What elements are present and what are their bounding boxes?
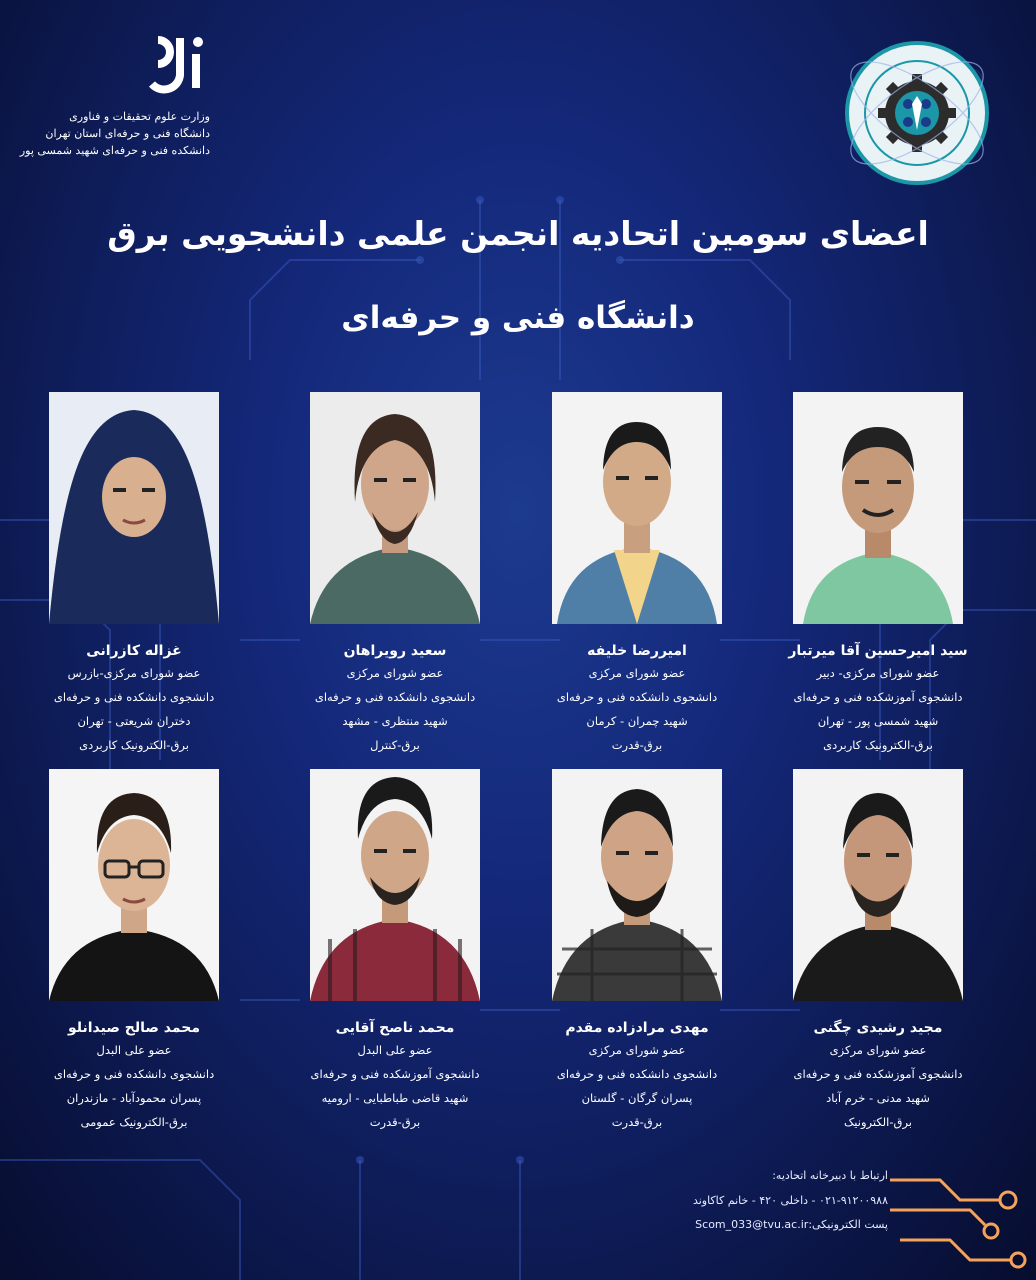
member-school: دانشجوی دانشکده فنی و حرفه‌ای: [53, 690, 215, 704]
member-name: امیررضا خلیفه: [587, 643, 687, 659]
member-school: دانشجوی دانشکده فنی و حرفه‌ای: [314, 690, 476, 704]
member-photo: [793, 769, 963, 1001]
member-card: [300, 769, 490, 1134]
member-school: دانشجوی آموزشکده فنی و حرفه‌ای: [310, 1067, 480, 1081]
member-name: غزاله کازرانی: [86, 643, 182, 659]
member-field: برق-الکترونیک عمومی: [80, 1115, 188, 1129]
member-field: برق-قدرت: [611, 738, 663, 752]
member-field: برق-الکترونیک کاربردی: [79, 738, 189, 752]
member-role: عضو شورای مرکزی-بازرس: [67, 666, 201, 680]
university-line: دانشگاه فنی و حرفه‌ای استان تهران: [45, 127, 210, 140]
member-location: شهید مدنی - خرم آباد: [826, 1091, 930, 1105]
ministry-logo: [19, 32, 210, 159]
member-school: دانشجوی آموزشکده فنی و حرفه‌ای: [793, 1067, 963, 1081]
member-card: [39, 392, 229, 757]
member-photo: [552, 769, 722, 1001]
ministry-line: وزارت علوم تحقیقات و فناوری: [69, 110, 210, 123]
member-school: دانشجوی دانشکده فنی و حرفه‌ای: [53, 1067, 215, 1081]
member-location: شهید شمسی پور - تهران: [817, 714, 939, 728]
member-name: محمد صالح صیدانلو: [68, 1020, 200, 1036]
contact-email: پست الکترونیکی:Scom_033@tvu.ac.ir: [695, 1218, 888, 1231]
member-school: دانشجوی آموزشکده فنی و حرفه‌ای: [793, 690, 963, 704]
member-role: عضو علی البدل: [357, 1043, 433, 1057]
member-name: سعید رویراهان: [343, 643, 447, 659]
member-photo: [552, 392, 722, 624]
member-field: برق-قدرت: [611, 1115, 663, 1129]
member-location: پسران گرگان - گلستان: [581, 1091, 693, 1105]
member-card: [783, 769, 973, 1134]
member-field: برق-الکترونیک کاربردی: [823, 738, 933, 752]
member-photo: [310, 769, 480, 1001]
member-role: عضو علی البدل: [96, 1043, 172, 1057]
member-school: دانشجوی دانشکده فنی و حرفه‌ای: [556, 1067, 718, 1081]
member-card: [39, 769, 229, 1134]
member-photo: [49, 769, 219, 1001]
member-name: مهدی مرادزاده مقدم: [565, 1020, 709, 1036]
member-photo: [310, 392, 480, 624]
member-card: [300, 392, 490, 757]
member-location: دختران شریعتی - تهران: [77, 714, 191, 728]
member-card: [542, 392, 732, 757]
member-photo: [49, 392, 219, 624]
member-role: عضو شورای مرکزی- دبیر: [816, 666, 940, 680]
member-name: مجید رشیدی چگنی: [813, 1020, 943, 1036]
member-role: عضو شورای مرکزی: [829, 1043, 927, 1057]
member-role: عضو شورای مرکزی: [588, 666, 686, 680]
faculty-line: دانشکده فنی و حرفه‌ای شهید شمسی پور: [19, 144, 210, 157]
circuit-decoration-icon: [890, 1160, 1030, 1270]
member-location: شهید قاضی طباطبایی - ارومیه: [321, 1091, 469, 1105]
member-name: سید امیرحسین آقا میرتبار: [788, 643, 968, 659]
member-field: برق-الکترونیک: [843, 1115, 912, 1129]
page-subtitle: دانشگاه فنی و حرفه‌ای: [341, 300, 695, 336]
member-card: [542, 769, 732, 1134]
member-photo: [793, 392, 963, 624]
contact-info: [620, 1164, 888, 1238]
member-role: عضو شورای مرکزی: [346, 666, 444, 680]
member-role: عضو شورای مرکزی: [588, 1043, 686, 1057]
member-field: برق-قدرت: [369, 1115, 421, 1129]
member-field: برق-کنترل: [370, 738, 420, 752]
member-location: پسران محمودآباد - مازندران: [66, 1091, 202, 1105]
member-card: [783, 392, 973, 757]
member-name: محمد ناصح آقایی: [335, 1020, 455, 1036]
member-location: شهید چمران - کرمان: [586, 714, 688, 728]
page-title: اعضای سومین اتحادیه انجمن علمی دانشجویی برق: [107, 214, 929, 253]
contact-phone: ۰۲۱-۹۱۲۰۰۹۸۸ - داخلی ۴۲۰ - خانم کاکاوند: [692, 1193, 888, 1207]
member-school: دانشجوی دانشکده فنی و حرفه‌ای: [556, 690, 718, 704]
ministry-emblem-icon: [140, 32, 210, 96]
member-location: شهید منتظری - مشهد: [342, 714, 448, 728]
association-logo-icon: [838, 34, 996, 192]
contact-heading: ارتباط با دبیرخانه اتحادیه:: [772, 1169, 888, 1182]
